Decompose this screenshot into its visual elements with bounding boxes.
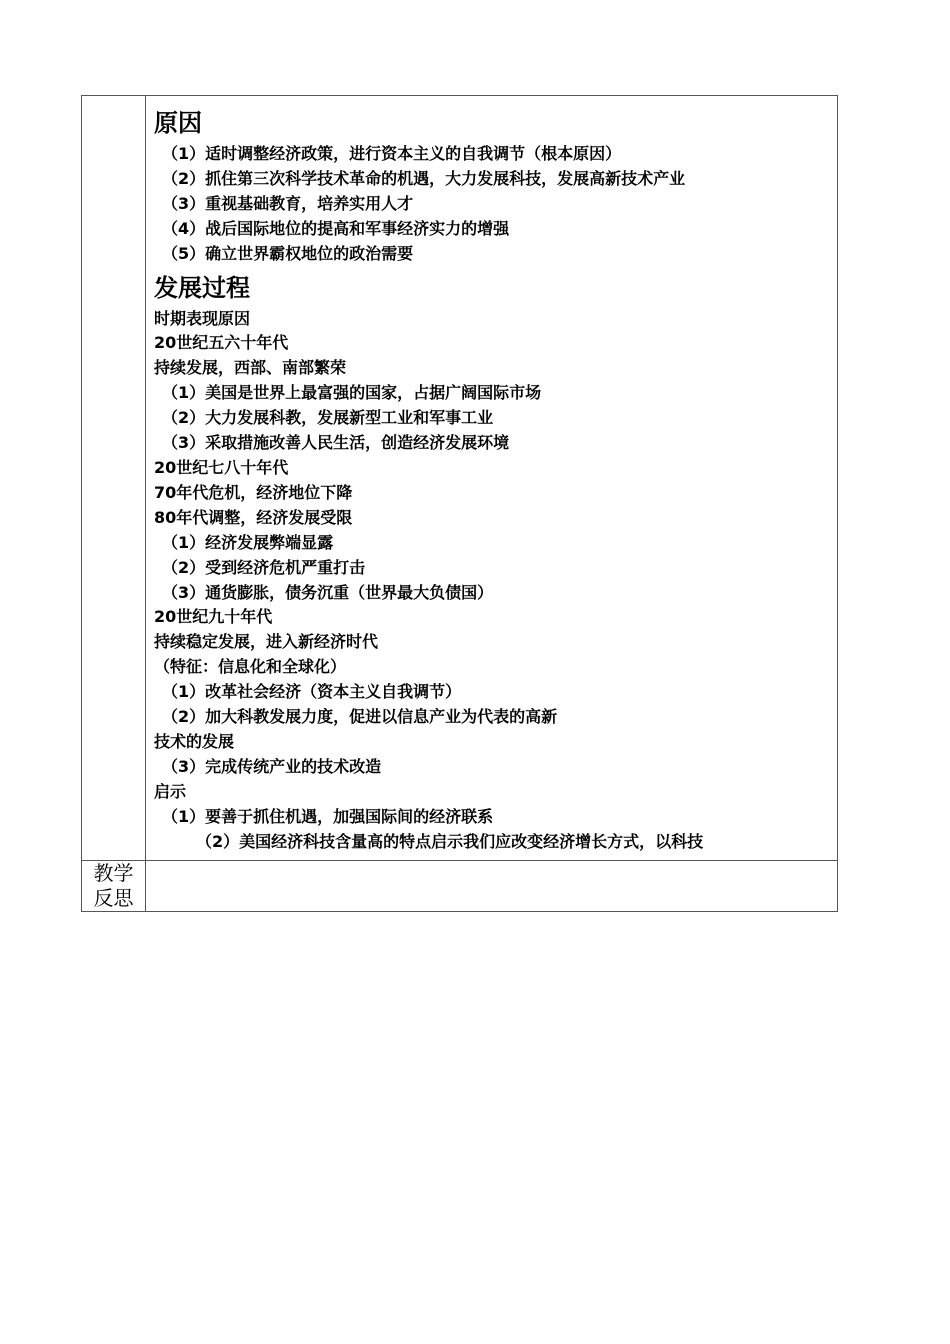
period-reason-item: （2）加大科教发展力度，促进以信息产业为代表的高新 <box>162 707 558 727</box>
period-performance: （特征：信息化和全球化） <box>154 657 347 677</box>
content-row <box>82 96 838 861</box>
period-performance: 80年代调整，经济发展受限 <box>154 507 353 527</box>
period-reason-item: 技术的发展 <box>154 731 235 751</box>
reason-item: （2）抓住第三次科学技术革命的机遇，大力发展科技，发展高新技术产业 <box>162 168 686 188</box>
process-heading: 发展过程 <box>154 273 250 302</box>
period-reason-item: （3）采取措施改善人民生活，创造经济发展环境 <box>162 433 510 453</box>
reason-item: （4）战后国际地位的提高和军事经济实力的增强 <box>162 218 510 238</box>
left-label-cell <box>82 96 146 861</box>
inspiration-heading: 启示 <box>154 781 187 801</box>
period-reason-item: （1）美国是世界上最富强的国家，占据广阔国际市场 <box>162 383 542 403</box>
inspiration-item: （2）美国经济科技含量高的特点启示我们应改变经济增长方式，以科技 <box>196 831 704 851</box>
period-reason-item: （3）通货膨胀，债务沉重（世界最大负债国） <box>162 582 494 602</box>
reason-item: （3）重视基础教育，培养实用人才 <box>162 193 414 213</box>
reflection-label-line: 教学 <box>93 861 134 886</box>
period-reason-item: （1）改革社会经济（资本主义自我调节） <box>162 682 462 702</box>
reasons-heading: 原因 <box>154 109 202 137</box>
period-performance: 持续发展，西部、南部繁荣 <box>154 358 347 378</box>
inspiration-item: （1）要善于抓住机遇，加强国际间的经济联系 <box>162 806 494 826</box>
reflection-label <box>82 861 146 912</box>
period-reason-item: （1）经济发展弊端显露 <box>162 532 334 552</box>
period-name: 20世纪五六十年代 <box>154 333 289 353</box>
period-performance: 70年代危机，经济地位下降 <box>154 482 353 502</box>
reflection-content-cell <box>146 861 838 912</box>
period-reason-item: （2）受到经济危机严重打击 <box>162 557 366 577</box>
period-name: 20世纪七八十年代 <box>154 457 289 477</box>
period-reason-item: （2）大力发展科教，发展新型工业和军事工业 <box>162 408 494 428</box>
content-cell <box>146 96 838 861</box>
period-reason-item: （3）完成传统产业的技术改造 <box>162 756 382 776</box>
reason-item: （1）适时调整经济政策，进行资本主义的自我调节（根本原因） <box>162 144 622 163</box>
reflection-label-line: 反思 <box>93 886 134 911</box>
process-table-header: 时期表现原因 <box>154 308 251 328</box>
lesson-table <box>81 95 838 912</box>
reason-item: （5）确立世界霸权地位的政治需要 <box>162 243 414 263</box>
reflection-row <box>82 861 838 912</box>
period-name: 20世纪九十年代 <box>154 607 273 627</box>
period-performance: 持续稳定发展，进入新经济时代 <box>154 632 379 652</box>
